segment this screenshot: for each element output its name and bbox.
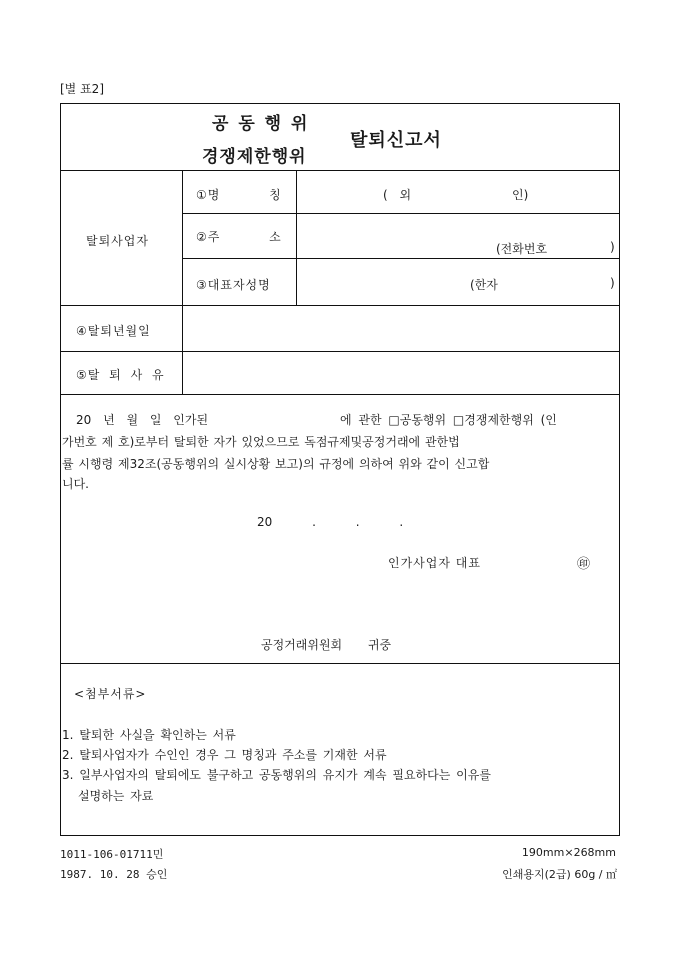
- withdrawal-reason-label: ⑤탈 퇴 사 유: [76, 368, 165, 382]
- representative-label: ③대표자성명: [196, 278, 271, 292]
- attachment-item: 1. 탈퇴한 사실을 확인하는 서류: [62, 728, 236, 742]
- attachments-heading: <첨부서류>: [74, 687, 147, 701]
- phone-close: ): [610, 240, 615, 254]
- rule-col2: [296, 170, 297, 305]
- approval-date: 1987. 10. 28 승인: [60, 868, 168, 881]
- name-label: ①명 칭: [196, 188, 282, 202]
- declaration-line4: 니다.: [62, 477, 89, 491]
- declaration-line1a: 20 년 월 일 인가된: [76, 413, 209, 427]
- signer-label: 인가사업자 대표: [388, 556, 481, 570]
- seal-mark: ㊞: [577, 557, 591, 572]
- withdrawal-date-field[interactable]: [184, 307, 618, 349]
- attachment-item-continued: 설명하는 자료: [78, 789, 154, 803]
- paper-spec: 인쇄용지(2급) 60g / ㎡: [502, 868, 617, 881]
- declaration-date[interactable]: 20 . . .: [257, 515, 404, 529]
- paper-size: 190mm×268mm: [521, 846, 616, 859]
- title-joint-act: 공 동 행 위: [212, 114, 310, 134]
- rule-address-bottom: [182, 258, 620, 259]
- title-restrictive-act: 경쟁제한행위: [202, 147, 307, 167]
- annex-label: [별 표2]: [60, 82, 104, 96]
- rule-reason-bottom: [60, 394, 620, 395]
- name-field-hint-open[interactable]: ( 외: [383, 188, 412, 202]
- address-label: ②주 소: [196, 230, 282, 244]
- attachment-item: 2. 탈퇴사업자가 수인인 경우 그 명칭과 주소를 기재한 서류: [62, 748, 387, 762]
- form-code: 1011-106-01711민: [60, 848, 164, 861]
- title-main: 탈퇴신고서: [350, 130, 442, 151]
- attachment-item: 3. 일부사업자의 탈퇴에도 불구하고 공동행위의 유지가 계속 필요하다는 이유를: [62, 768, 491, 782]
- declaration-line1b: 에 관한 □공동행위 □경쟁제한행위 (인: [340, 413, 557, 427]
- rule-name-bottom: [182, 213, 620, 214]
- rule-declaration-bottom: [60, 663, 620, 664]
- hanja-hint[interactable]: (한자: [470, 278, 498, 292]
- name-field-hint-close[interactable]: 인): [512, 188, 529, 202]
- rule-date-bottom: [60, 351, 620, 352]
- declaration-line2: 가번호 제 호)로부터 탈퇴한 자가 있었으므로 독점규제및공정거래에 관한법: [62, 435, 460, 449]
- applicant-section-label: 탈퇴사업자: [86, 234, 149, 248]
- recipient-label: 공정거래위원회 귀중: [261, 638, 392, 652]
- rule-col1: [182, 170, 183, 394]
- withdrawal-date-label: ④탈퇴년월일: [76, 324, 151, 338]
- hanja-close: ): [610, 276, 615, 290]
- phone-hint[interactable]: (전화번호: [496, 242, 548, 256]
- rule-title-bottom: [60, 170, 620, 171]
- declaration-line3: 률 시행령 제32조(공동행위의 실시상황 보고)의 규정에 의하여 위와 같이 신고합: [62, 457, 490, 471]
- withdrawal-reason-field[interactable]: [184, 353, 618, 392]
- rule-applicant-bottom: [60, 305, 620, 306]
